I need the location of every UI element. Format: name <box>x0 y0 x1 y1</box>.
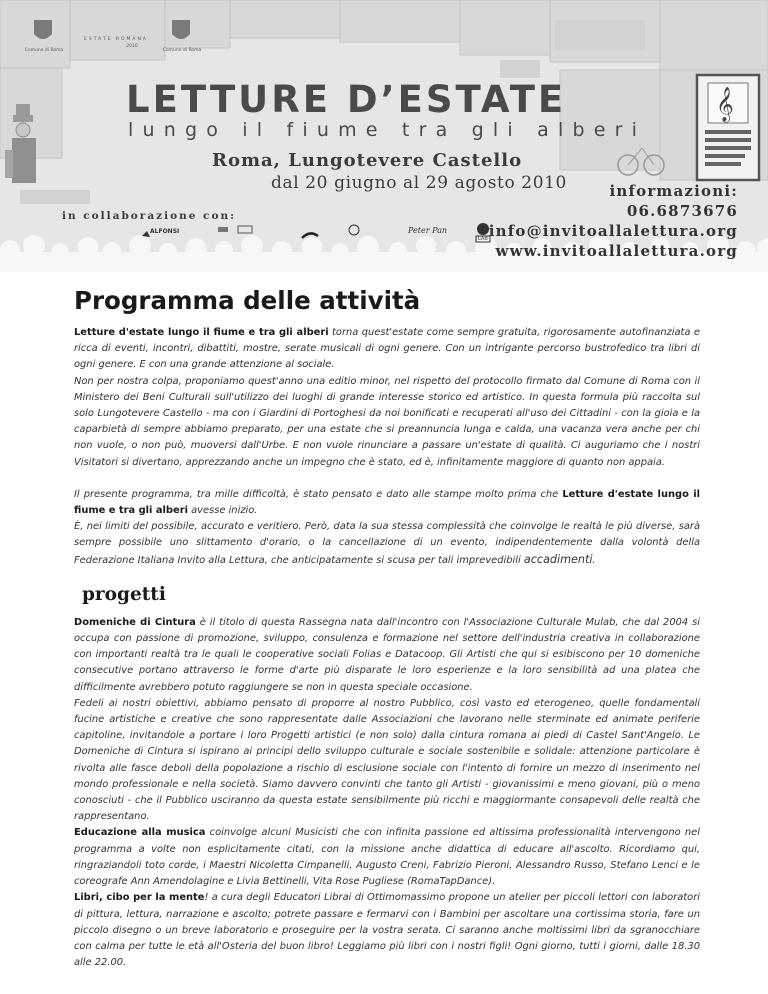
website-link[interactable]: www.invitoallalettura.org <box>495 242 738 260</box>
comune-roma-logo-right: Comune di Roma <box>162 48 202 53</box>
project-text: è il titolo di questa Rassegna nata dall'incontro con l'Associazione Culturale Mulab, che dal 2004 si occupa con passione di promozione, sviluppo, consulenza e formazione nel settore dell'industria creativa in collaborazione con importanti realtà tra le quali le cooperative sociali Folias e Datacoop. Gli Artisti che qui si esibiscono per 10 domeniche consecutive portano attraverso le forme d'arte più disparate le loro esperienze e la loro sensibilità ad una platea che difficilmente avrebbero potuto raggiungere se non in questa speciale occasione. <box>74 616 700 693</box>
project-domeniche-2: Fedeli ai nostri obiettivi, abbiamo pensato di proporre al nostro Pubblico, così vasto ed eterogeneo, quelle fondamentali fucine artistiche e creative che sono rappresentate dalle Associazioni che lavorano nelle sterminate ed animate periferie capitoline, invitandole a portare i loro Progetti artistici (e non solo) dalla cintura romana ai piedi di Castel Sant'Angelo. Le Domeniche di Cintura si ispirano ai principi dello sviluppo culturale e sociale sostenibile e solidale: attenzione particolare è rivolta alle fasce deboli della popolazione a rischio di esclusione sociale con l'intento di fornire un mezzo di inserimento nel mondo professionale e nella società. Siamo davvero convinti che tanto gli Artisti - giovanissimi e meno giovani, più o meno conosciuti - che il Pubblico usciranno da questa estate sensibilmente più ricchi e maggiormante consapevoli delle realtà che rappresentano. <box>74 697 700 823</box>
event-dates: dal 20 giugno al 29 agosto 2010 <box>271 173 567 193</box>
section-title-progetti: progetti <box>82 583 166 605</box>
notice-bold: Letture d'estate lungo il fiume e tra gli alberi <box>74 488 700 517</box>
intro-lead: Letture d'estate lungo il fiume e tra gli alberi <box>74 327 329 338</box>
event-location: Roma, Lungotevere Castello <box>212 150 523 171</box>
collaboration-label: in collaborazione con: <box>62 210 236 222</box>
project-title: Domeniche di Cintura <box>74 616 196 628</box>
notice-end: . <box>592 554 596 566</box>
header-banner <box>0 0 768 272</box>
estate-romana-year: 2010 <box>126 44 138 49</box>
notice-text-2: avesse inizio. <box>187 505 258 517</box>
main-content <box>74 283 700 971</box>
intro-paragraph-2: Non per nostra colpa, proponiamo quest'anno una editio minor, nel rispetto del protocollo firmato dal Comune di Roma con il Ministero dei Beni Culturali sull'utilizzo dei luoghi di grande interesse storico ed artistico. In questa formula più raccolta sul solo Lungotevere Castello - ma con i Giardini di Portoghesi da noi bonificati e recuperati all'uso dei Cittadini - con la gioia e la caparbietà di sempre abbiamo preparato, per una estate che si preannuncia lunga e calda, una vacanza vera anche per chi non vuole, o non può, muoversi dall'Urbe. E non vuole rinunciare a passare un'estate di qualità. Ci auguriamo che i nostri Visitatori si divertano, apprezzando anche un impegno che è stato, ed è, infinitamente maggiore di quanto non appaia. <box>74 375 700 468</box>
email-address[interactable]: info@invitoallalettura.org <box>488 222 738 240</box>
project-text: coinvolge alcuni Musicisti che con infinita passione ed altissima professionalità intervengono nel programma a volte non esplicitamente citati, con la missione anche didattica di educare all'ascolto. Ricordiamo qui, ringraziandoli toto corde, i Maestri Nicoletta Cimpanelli, Augusto Creni, Fabrizio Pieroni, Alessandro Russo, Stefano Lenci e le coreografe Ann Amendolagine e Livia Bettinelli, Vita Rose Pugliese (RomaTapDance). <box>74 827 700 888</box>
project-text: ! a cura degli Educatori Librai di Ottimomassimo propone un atelier per piccoli lettori con laboratori di pittura, lettura, narrazione e ascolto; potrete passare e fermarvi con i Bambini per ascoltare una cortissima storia, fare un piccolo disegno o un breve laboratorio e proseguire per la vostra serata. Ci saranno anche moltissimi libri da sgranocchiare con calma per tutte le età all'Osteria del buon libro! Leggiamo più libri con i nostri figli! Ogni giorno, tutti i giorni, dalle 18.30 alle 22.00. <box>74 892 700 969</box>
banner-title: LETTURE D’ESTATE <box>126 78 567 121</box>
banner-subtitle: lungo il fiume tra gli alberi <box>128 119 647 141</box>
svg-text:𝄞: 𝄞 <box>716 87 734 122</box>
project-libri <box>74 890 700 971</box>
lab-logo: LAB <box>478 236 488 242</box>
project-title: Libri, cibo per la mente <box>74 892 205 904</box>
page-title: Programma delle attività <box>74 286 421 315</box>
intro-paragraph <box>74 325 700 374</box>
comune-roma-logo-left: Comune di Roma <box>24 48 64 53</box>
project-domeniche <box>74 615 700 696</box>
alfonsi-logo: ALFONSI <box>150 228 180 235</box>
notice-last-word: accadimenti <box>523 552 593 566</box>
peter-pan-logo: Peter Pan <box>408 226 448 235</box>
notice-text-3: È, nei limiti del possibile, accurato e veritiero. Però, data la sua stessa complessità che coinvolge le realtà le più diverse, sarà sempre possibile uno slittamento d'orario, o la cancellazione di un evento, indipendentemente dalla volontà della Federazione Italiana Invito alla Lettura, che anticipatamente si scusa per tali imprevedibili <box>74 521 700 566</box>
contact-info <box>489 181 738 261</box>
project-musica <box>74 825 700 890</box>
info-label: informazioni: <box>609 182 738 200</box>
notice-paragraph-2 <box>74 519 700 569</box>
intro-text: torna quest'estate come sempre gratuita, rigorosamente autofinanziata e ricca di eventi, incontri, dibattiti, mostre, serate musicali di ogni genere. Con un intrigante percorso bustrofedico tra libri di ogni genere. E con una grande attenzione al sociale. <box>74 327 700 371</box>
notice-paragraph <box>74 487 700 519</box>
estate-romana-logo: ESTATE ROMANA <box>84 37 148 42</box>
project-title: Educazione alla musica <box>74 827 206 839</box>
notice-text: Il presente programma, tra mille difficoltà, è stato pensato e dato alle stampe molto prima che <box>74 488 563 500</box>
phone-number: 06.6873676 <box>626 202 738 220</box>
